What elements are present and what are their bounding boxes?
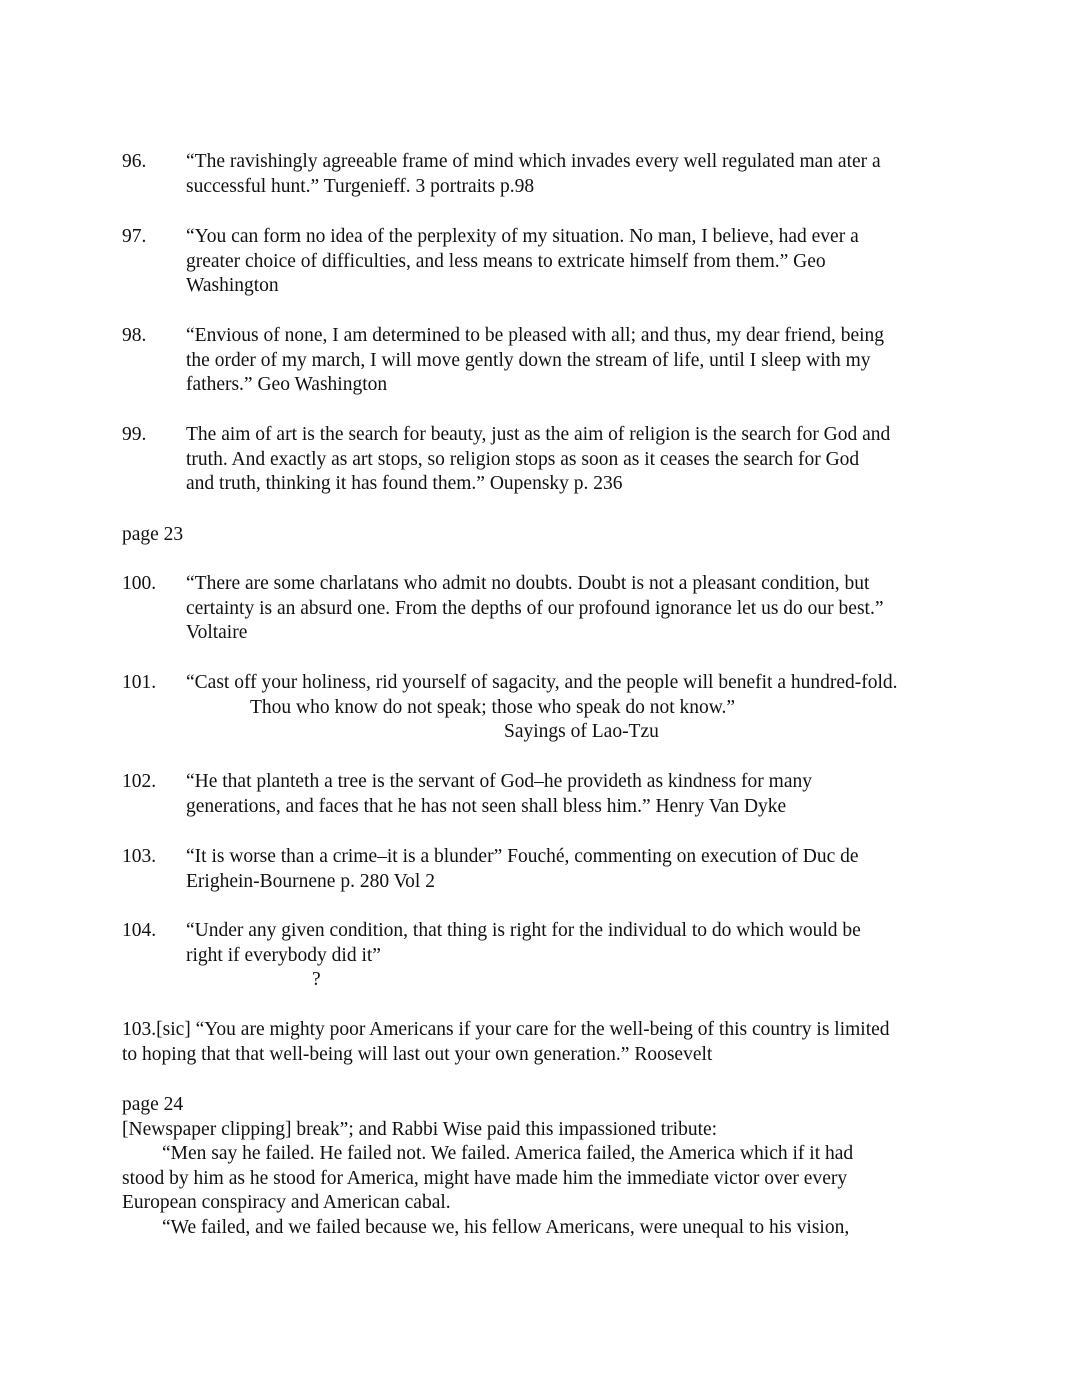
entry-attribution: ?	[312, 969, 321, 990]
clipping-line: stood by him as he stood for America, might have made him the immediate victor over every	[122, 1167, 848, 1189]
entry-number: 97.	[122, 226, 147, 247]
sic-entry	[122, 1018, 962, 1067]
entry-text	[186, 324, 966, 398]
sic-line: to hoping that that well-being will last out your own generation.” Roosevelt	[122, 1043, 713, 1065]
entry-line: generations, and faces that he has not seen shall bless him.” Henry Van Dyke	[186, 795, 787, 817]
entry-line: Erighein-Bournene p. 280 Vol 2	[186, 870, 435, 892]
entry-line: Thou who know do not speak; those who speak do not know.”	[250, 696, 736, 718]
entry-text	[186, 845, 966, 894]
entry-line: “Cast off your holiness, rid yourself of sagacity, and the people will benefit a hundred-fold.	[186, 672, 898, 693]
entry-line: “It is worse than a crime–it is a blunder” Fouché, commenting on execution of Duc de	[186, 846, 859, 867]
entry-line: fathers.” Geo Washington	[186, 374, 388, 395]
entry-text	[186, 671, 966, 745]
clipping-line: “We failed, and we failed because we, his fellow Americans, were unequal to his vision,	[162, 1216, 850, 1238]
entry-line: truth. And exactly as art stops, so religion stops as soon as it ceases the search for God	[186, 448, 860, 470]
clipping-line: “Men say he failed. He failed not. We failed. America failed, the America which if it had	[162, 1143, 854, 1164]
entry-line: certainty is an absurd one. From the depths of our profound ignorance let us do our best.”	[186, 597, 884, 619]
entry-line: Washington	[186, 275, 279, 296]
page-24-section	[122, 1093, 962, 1240]
entry-number: 100.	[122, 573, 157, 594]
entry-line: greater choice of difficulties, and less means to extricate himself from them.” Geo	[186, 250, 826, 272]
entry-text	[186, 572, 966, 646]
entry-text	[186, 919, 966, 993]
page-23-heading: page 23	[122, 524, 184, 545]
entry-line: “He that planteth a tree is the servant of God–he provideth as kindness for many	[186, 771, 812, 792]
entry-number: 96.	[122, 151, 147, 172]
entry-text	[186, 225, 966, 299]
entry-line: successful hunt.” Turgenieff. 3 portraits p.98	[186, 175, 535, 197]
entry-number: 103.	[122, 846, 157, 867]
entry-line: Voltaire	[186, 622, 248, 643]
entry-number: 102.	[122, 771, 157, 792]
entry-line: the order of my march, I will move gently down the stream of life, until I sleep with my	[186, 349, 871, 371]
entry-number: 98.	[122, 325, 147, 346]
entry-line: and truth, thinking it has found them.” Oupensky p. 236	[186, 473, 623, 494]
entry-line: right if everybody did it”	[186, 944, 381, 966]
entry-text	[186, 423, 966, 497]
entry-number: 101.	[122, 672, 157, 693]
entry-attribution: Sayings of Lao-Tzu	[504, 721, 659, 742]
entry-line: “The ravishingly agreeable frame of mind which invades every well regulated man ater a	[186, 151, 881, 172]
entry-line: The aim of art is the search for beauty, just as the aim of religion is the search for God and	[186, 424, 891, 445]
entry-line: “You can form no idea of the perplexity of my situation. No man, I believe, had ever a	[186, 226, 859, 247]
clipping-line: European conspiracy and American cabal.	[122, 1192, 451, 1213]
clipping-line: [Newspaper clipping] break”; and Rabbi Wise paid this impassioned tribute:	[122, 1118, 718, 1140]
entry-number: 104.	[122, 920, 157, 941]
entry-line: “Envious of none, I am determined to be pleased with all; and thus, my dear friend, being	[186, 325, 885, 346]
entry-line: “Under any given condition, that thing is right for the individual to do which would be	[186, 920, 861, 941]
entry-text	[186, 150, 966, 199]
sic-line: 103.[sic] “You are mighty poor Americans if your care for the well-being of this country is limited	[122, 1019, 890, 1040]
entry-line: “There are some charlatans who admit no doubts. Doubt is not a pleasant condition, but	[186, 573, 870, 594]
entry-text	[186, 770, 966, 819]
page-24-heading: page 24	[122, 1094, 184, 1115]
entry-number: 99.	[122, 424, 147, 445]
